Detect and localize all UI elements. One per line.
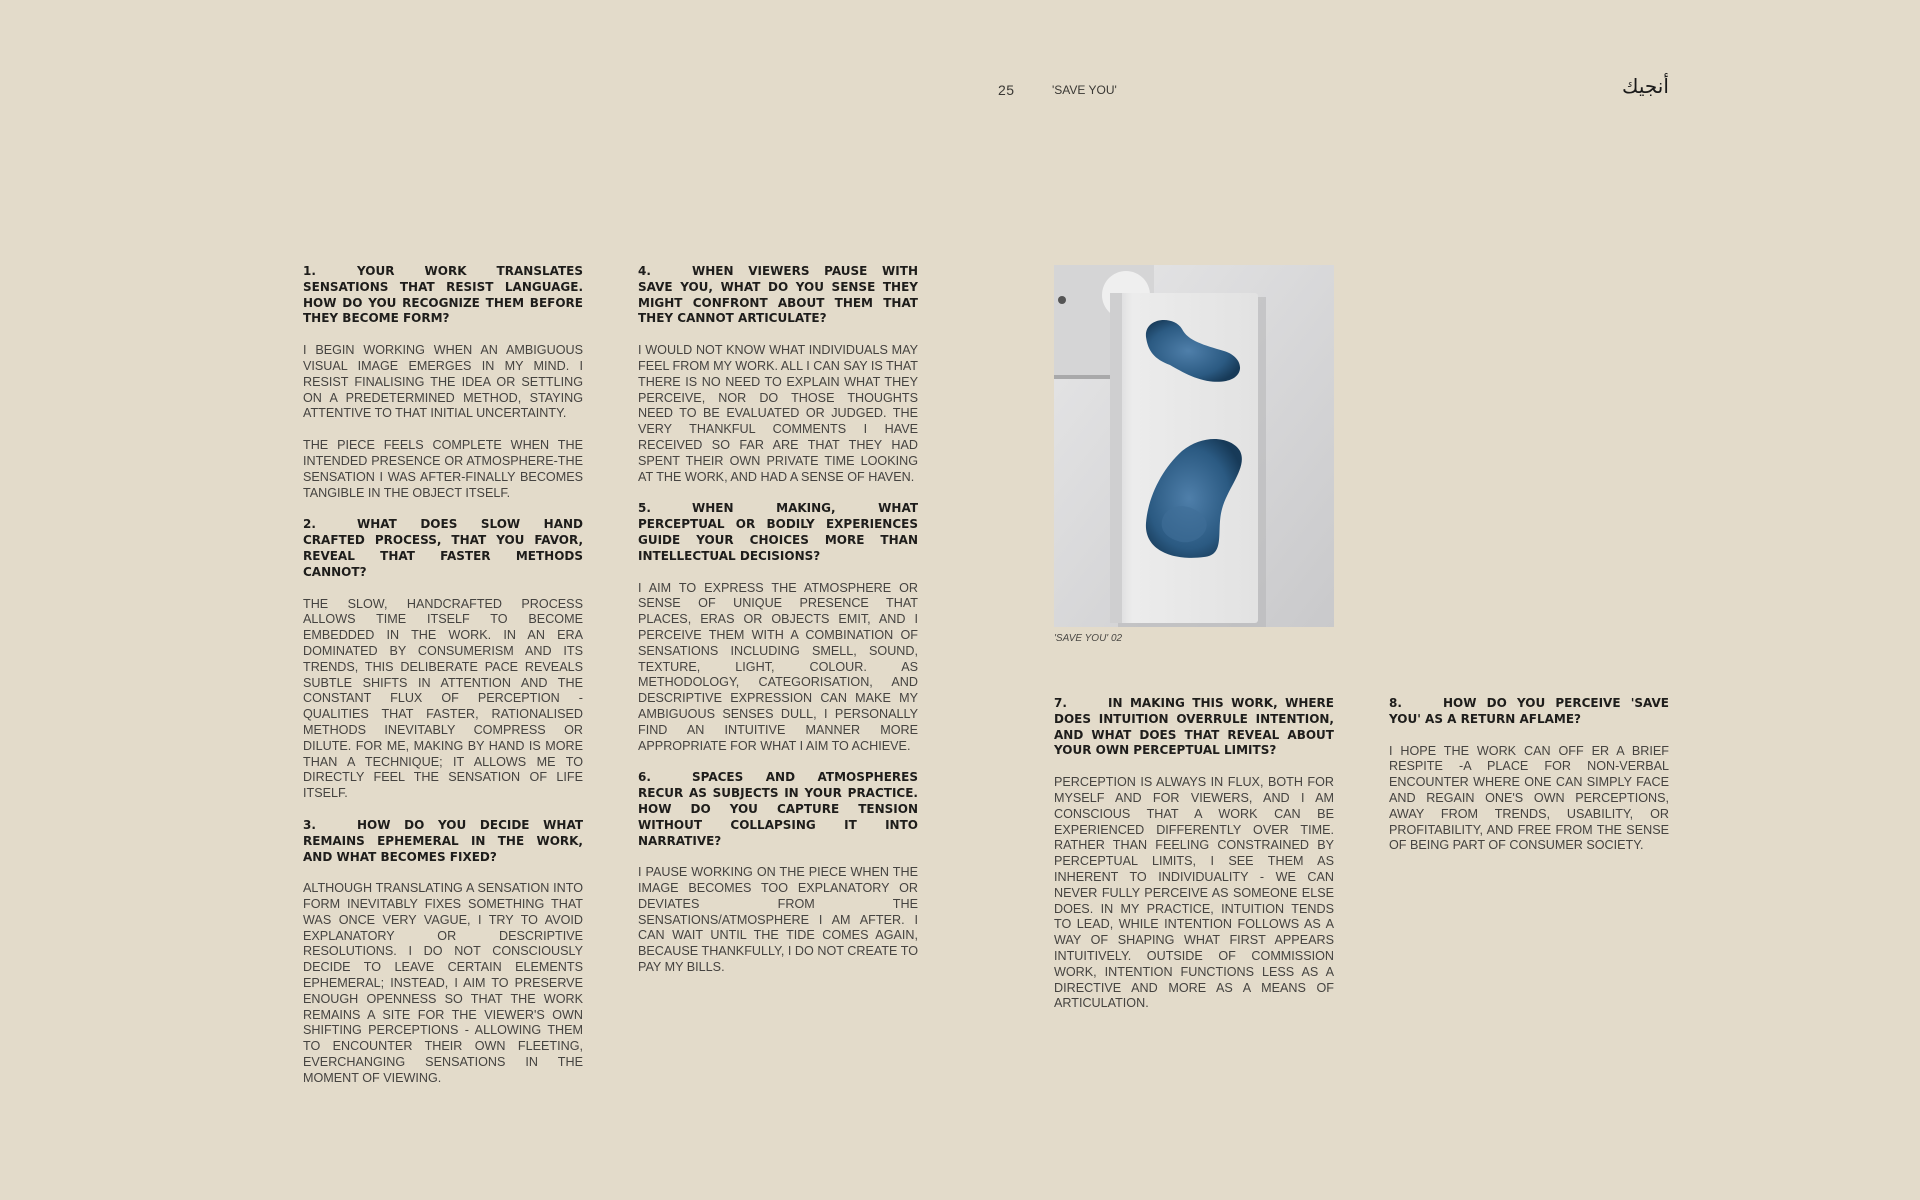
column-1	[303, 264, 583, 1103]
question-5	[638, 501, 918, 564]
question-number: 7.	[1054, 696, 1067, 710]
page-number: 25	[998, 82, 1015, 98]
photo-caption: 'SAVE YOU' 02	[1054, 633, 1123, 644]
question-text: WHEN VIEWERS PAUSE WITH SAVE YOU, WHAT DO YOU SENSE THEY MIGHT CONFRONT ABOUT THEM THAT THEY CANNOT ARTICULATE?	[638, 264, 918, 326]
page-header	[0, 74, 1920, 100]
question-3	[303, 818, 583, 865]
question-text: HOW DO YOU DECIDE WHAT REMAINS EPHEMERAL IN THE WORK, AND WHAT BECOMES FIXED?	[303, 817, 583, 864]
sculpture-photo	[1054, 265, 1334, 627]
answer-7: PERCEPTION IS ALWAYS IN FLUX, BOTH FOR MYSELF AND FOR VIEWERS, AND I AM CONSCIOUS THAT A WORK CAN BE EXPERIENCED DIFFERENTLY OVER TIME. RATHER THAN FEELING CONSTRAINED BY PERCEPTUAL LIMITS, I SEE THEM AS INHERENT TO INDIVIDUALITY - WE CAN NEVER FULLY PERCEIVE AS SOMEONE ELSE DOES. IN MY PRACTICE, INTUITION TENDS TO LEAD, WHILE INTENTION FOLLOWS AS A WAY OF SHAPING WHAT FIRST APPEARS INTUITIVELY. OUTSIDE OF COMMISSION WORK, INTENTION FUNCTIONS LESS AS A DIRECTIVE AND MORE AS A MEANS OF ARTICULATION.	[1054, 775, 1334, 1011]
answer-1-para-1: I BEGIN WORKING WHEN AN AMBIGUOUS VISUAL IMAGE EMERGES IN MY MIND. I RESIST FINALISING THE IDEA OR SETTLING ON A PREDETERMINED METHOD, STAYING ATTENTIVE TO THAT INITIAL UNCERTAINTY.	[303, 343, 583, 421]
question-1	[303, 264, 583, 327]
question-text: SPACES AND ATMOSPHERES RECUR AS SUBJECTS IN YOUR PRACTICE. HOW DO YOU CAPTURE TENSION WITHOUT COLLAPSING IT INTO NARRATIVE?	[638, 770, 918, 848]
answer-3: ALTHOUGH TRANSLATING A SENSATION INTO FORM INEVITABLY FIXES SOMETHING THAT WAS ONCE VERY VAGUE, I TRY TO AVOID EXPLANATORY OR DESCRIPTIVE RESOLUTIONS. I DO NOT CONSCIOUSLY DECIDE TO LEAVE CERTAIN ELEMENTS EPHEMERAL; INSTEAD, I AIM TO PRESERVE ENOUGH OPENNESS SO THAT THE WORK REMAINS A SITE FOR THE VIEWER'S OWN SHIFTING PERCEPTIONS - ALLOWING THEM TO ENCOUNTER THEIR OWN FLEETING, EVERCHANGING SENSATIONS IN THE MOMENT OF VIEWING.	[303, 881, 583, 1085]
column-4	[1389, 696, 1669, 870]
logo: أنجيك	[1622, 74, 1669, 98]
question-text: YOUR WORK TRANSLATES SENSATIONS THAT RESIST LANGUAGE. HOW DO YOU RECOGNIZE THEM BEFORE THEY BECOME FORM?	[303, 264, 583, 326]
question-number: 2.	[303, 517, 316, 532]
answer-6: I PAUSE WORKING ON THE PIECE WHEN THE IMAGE BECOMES TOO EXPLANATORY OR DEVIATES FROM THE SENSATIONS/ATMOSPHERE I AM AFTER. I CAN WAIT UNTIL THE TIDE COMES AGAIN, BECAUSE THANKFULLY, I DO NOT CREATE TO PAY MY BILLS.	[638, 865, 918, 975]
question-number: 8.	[1389, 696, 1402, 710]
column-3	[1054, 696, 1334, 1028]
question-7	[1054, 696, 1334, 759]
question-number: 5.	[638, 501, 651, 516]
question-text: IN MAKING THIS WORK, WHERE DOES INTUITION OVERRULE INTENTION, AND WHAT DOES THAT REVEAL ABOUT YOUR OWN PERCEPTUAL LIMITS?	[1054, 696, 1334, 758]
sculpture-illustration	[1054, 265, 1334, 627]
question-number: 1.	[303, 264, 316, 278]
question-text: WHEN MAKING, WHAT PERCEPTUAL OR BODILY EXPERIENCES GUIDE YOUR CHOICES MORE THAN INTELLECTUAL DECISIONS?	[638, 501, 918, 563]
question-8	[1389, 696, 1669, 728]
answer-4: I WOULD NOT KNOW WHAT INDIVIDUALS MAY FEEL FROM MY WORK. ALL I CAN SAY IS THAT THERE IS NO NEED TO EXPLAIN WHAT THEY PERCEIVE, NOR DO THOSE THOUGHTS NEED TO BE EVALUATED OR JUDGED. THE VERY THANKFUL COMMENTS I HAVE RECEIVED SO FAR ARE THAT THEY HAD SPENT THEIR OWN PRIVATE TIME LOOKING AT THE WORK, AND HAD A SENSE OF HAVEN.	[638, 343, 918, 484]
question-number: 4.	[638, 264, 651, 278]
running-title: 'SAVE YOU'	[1052, 83, 1117, 97]
question-number: 6.	[638, 770, 651, 785]
question-6	[638, 770, 918, 849]
answer-8: I HOPE THE WORK CAN OFF ER A BRIEF RESPITE -A PLACE FOR NON-VERBAL ENCOUNTER WHERE ONE CAN SIMPLY FACE AND REGAIN ONE'S OWN PERCEPTIONS, AWAY FROM TRENDS, USABILITY, OR PROFITABILITY, AND FREE FROM THE SENSE OF BEING PART OF CONSUMER SOCIETY.	[1389, 743, 1669, 853]
question-text: HOW DO YOU PERCEIVE 'SAVE YOU' AS A RETURN AFLAME?	[1389, 696, 1669, 726]
question-2	[303, 517, 583, 580]
question-text: WHAT DOES SLOW HAND CRAFTED PROCESS, THAT YOU FAVOR, REVEAL THAT FASTER METHODS CANNOT?	[303, 517, 583, 579]
column-2	[638, 264, 918, 992]
answer-1-para-2: THE PIECE FEELS COMPLETE WHEN THE INTENDED PRESENCE OR ATMOSPHERE-THE SENSATION I WAS AFTER-FINALLY BECOMES TANGIBLE IN THE OBJECT ITSELF.	[303, 438, 583, 500]
answer-2: THE SLOW, HANDCRAFTED PROCESS ALLOWS TIME ITSELF TO BECOME EMBEDDED IN THE WORK. IN AN ERA DOMINATED BY CONSUMERISM AND ITS TRENDS, THIS DELIBERATE PACE REVEALS SUBTLE SHIFTS IN ATTENTION AND THE CONSTANT FLUX OF PERCEPTION - QUALITIES THAT FASTER, RATIONALISED METHODS INEVITABLY COMPRESS OR DILUTE. FOR ME, MAKING BY HAND IS MORE THAN A TECHNIQUE; IT ALLOWS ME TO DIRECTLY FEEL THE SENSATION OF LIFE ITSELF.	[303, 596, 583, 801]
question-number: 3.	[303, 817, 316, 832]
answer-5: I AIM TO EXPRESS THE ATMOSPHERE OR SENSE OF UNIQUE PRESENCE THAT PLACES, ERAS OR OBJECTS EMIT, AND I PERCEIVE THEM WITH A COMBINATION OF SENSATIONS INCLUDING SMELL, SOUND, TEXTURE, LIGHT, COLOUR. AS METHODOLOGY, CATEGORISATION, AND DESCRIPTIVE EXPRESSION CAN MAKE MY AMBIGUOUS SENSES DULL, I PERSONALLY FIND AN INTUITIVE MANNER MORE APPROPRIATE FOR WHAT I AIM TO ACHIEVE.	[638, 580, 918, 753]
question-4	[638, 264, 918, 327]
